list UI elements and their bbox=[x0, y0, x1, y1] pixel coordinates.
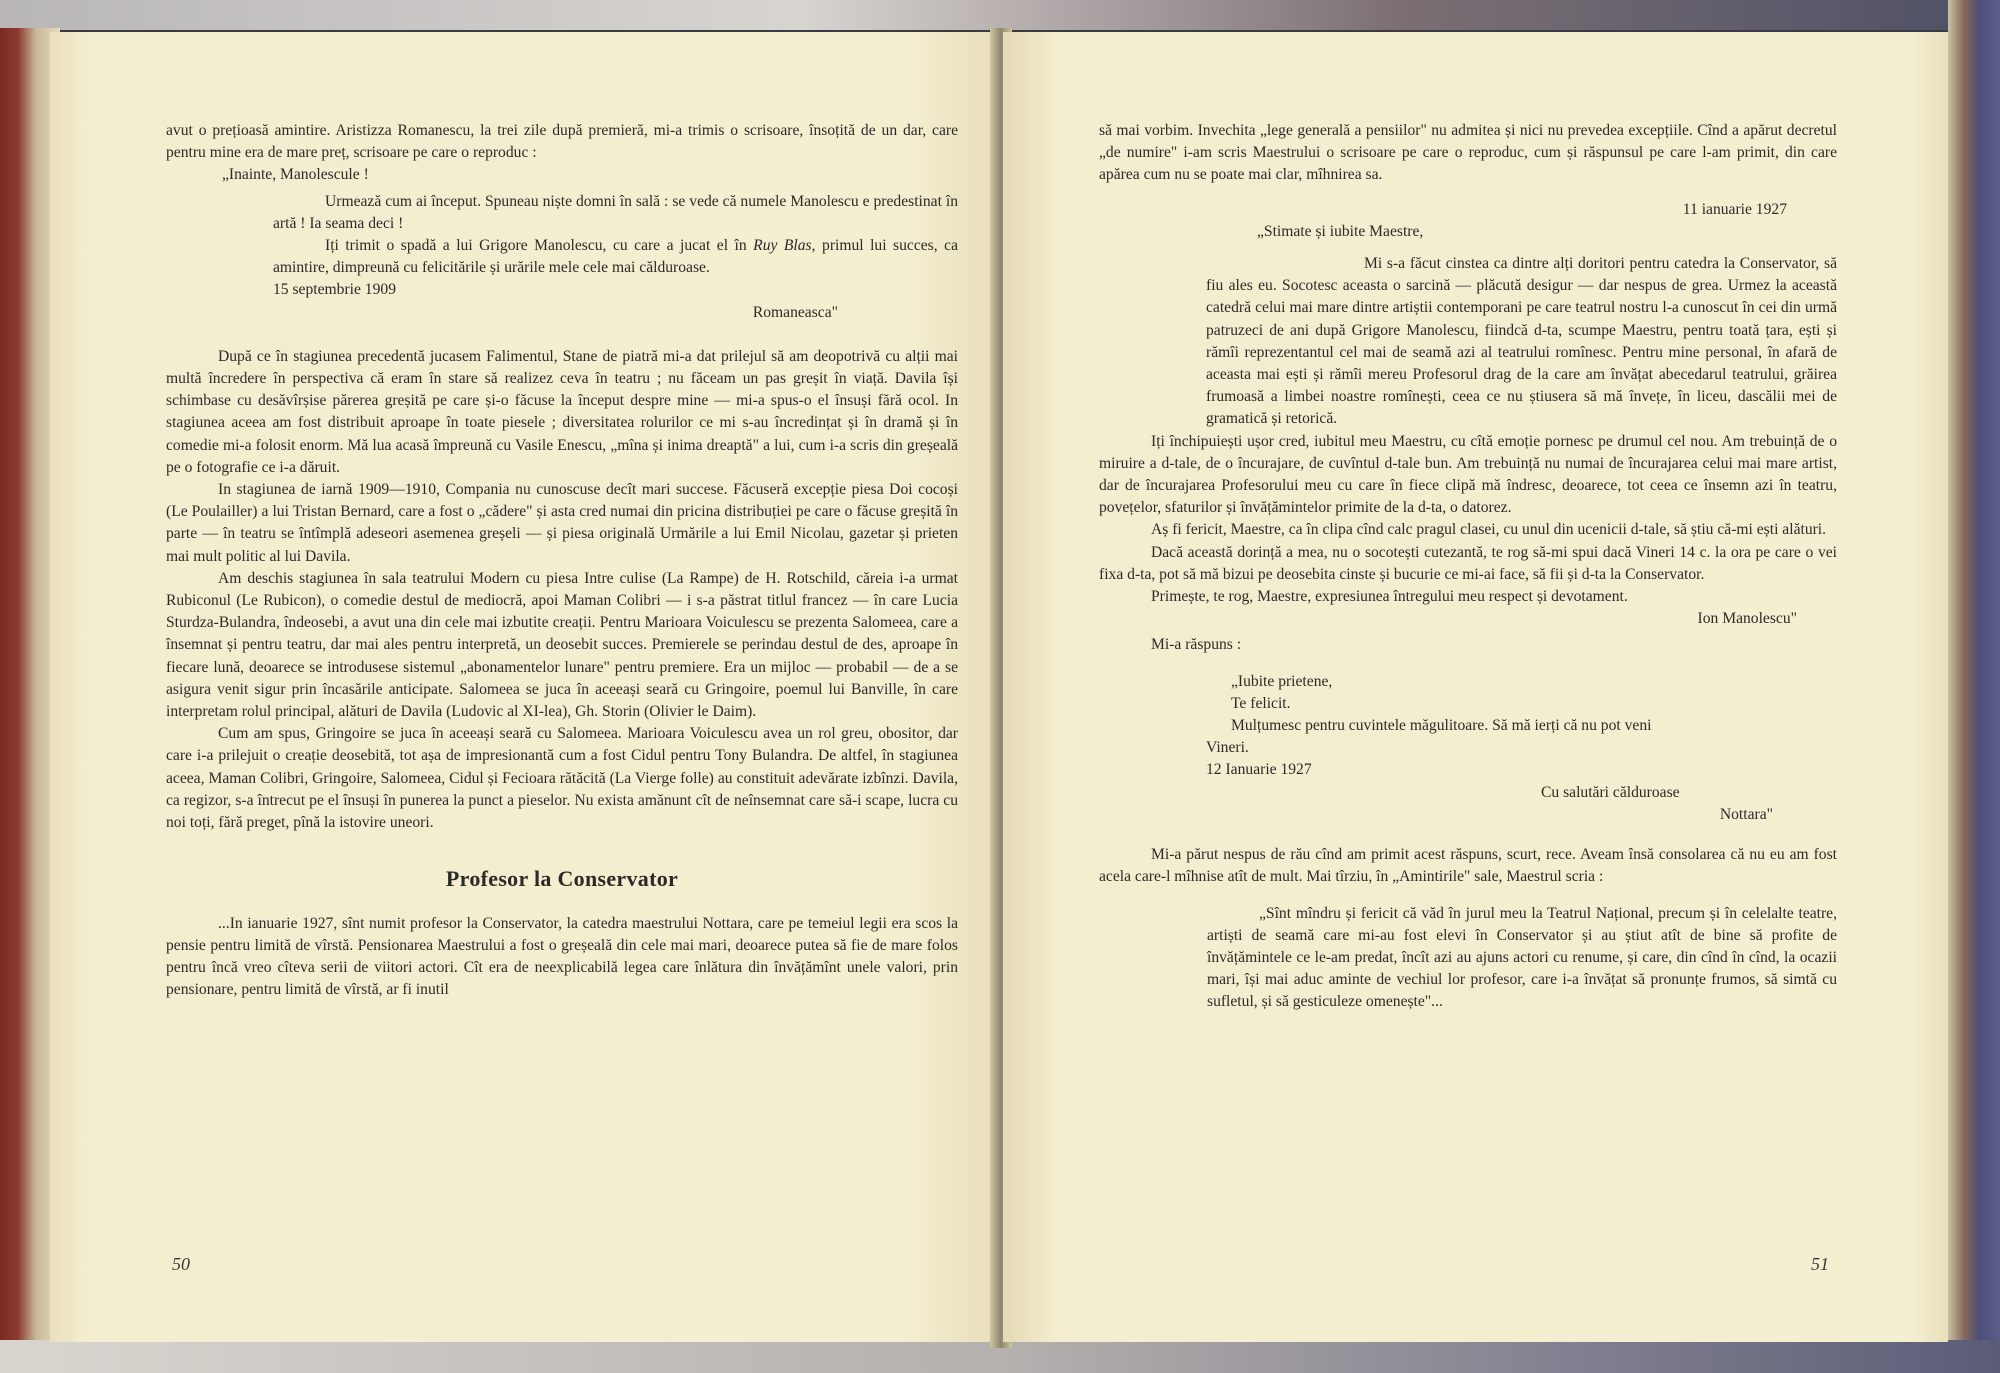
letter-body-2: Iți închipuiești ușor cred, iubitul meu Maestru, cu cîtă emoție pornesc pe drumul cel nou. Am trebuință de o miruire a d-tale, de o încurajare, de cuvîntul d-tale bun. Am trebuință nu numai de încurajarea celui mai mare artist, dar de încurajarea Profesorului meu cu care în fiece clipă mă îndresc, deoarece, tot ceea ce însemn azi în teatru, povețelor, sfaturilor și învățămintelor primite de la d-ta, o datorez. bbox=[1099, 432, 1837, 517]
paragraph-5: ...In ianuarie 1927, sînt numit profesor la Conservator, la catedra maestrului Nottara, care pe temeiul legii era scos la pensie pentru limită de vîrstă. Pensionarea Maestrului a fost o greșeală din cele mai mari, deoarece putea să fie de mare folos pentru încă vreo cîteva serii de viitori actori. Cît era de neexplicabilă legea care înlătura din învățămînt unele valori, prin pensionare, pentru limită de vîrstă, ar fi inutil bbox=[166, 914, 958, 999]
reply-line-3: Mulțumesc pentru cuvintele măgulitoare. Să mă ierți că nu pot veni bbox=[1231, 717, 1652, 735]
letter-signature-right: Ion Manolescu" bbox=[1697, 610, 1797, 628]
right-page-text bbox=[1099, 120, 1837, 1014]
letter-body-3: Aș fi fericit, Maestre, ca în clipa cînd calc pragul clasei, cu unul din ucenicii d-tale, să știu că-mi ești alături. bbox=[1151, 521, 1827, 539]
book-right-binding bbox=[1948, 0, 2000, 1373]
letter-date-right: 11 ianuarie 1927 bbox=[1682, 200, 1787, 218]
reply-line-4: Vineri. bbox=[1206, 739, 1249, 757]
letter-body-4: Dacă această dorință a mea, nu o socotești cutezantă, te rog să-mi spui dacă Vineri 14 c. la ora pe care o vei fixa d-ta, pot să mă bizui pe deosebita cinste și bucurie ce mi-ai face, să fii și d-ta la Conservator. bbox=[1099, 543, 1837, 583]
memoir-quote: „Sînt mîndru și fericit că văd în jurul meu la Teatrul Național, precum și în celelalte teatre, artiști de seamă care mi-au fost elevi în Conservator și au știut atît de bine să profite de învățămintele ce le-am predat, încît azi au ajuns actori cu renume, și care, din cînd în cînd, la ocazii mari, își mai aduc aminte de vechiul lor profesor, care i-a învățat să pronunțe frumos, să simtă cu sufletul, și să gesticuleze omenește"... bbox=[1207, 904, 1837, 1011]
section-heading: Profesor la Conservator bbox=[445, 866, 679, 892]
letter-date: 15 septembrie 1909 bbox=[273, 281, 396, 299]
right-page bbox=[1003, 32, 1948, 1342]
reply-line-1: „Iubite prietene, bbox=[1231, 672, 1333, 690]
reply-closing: Cu salutări călduroase bbox=[1541, 783, 1680, 801]
page-number-right: 51 bbox=[1811, 1254, 1829, 1274]
left-page bbox=[50, 32, 1000, 1342]
letter-open: „Inainte, Manolescule ! bbox=[222, 166, 369, 184]
paragraph-2: In stagiunea de iarnă 1909—1910, Compania nu cunoscuse decît mari succese. Făcuseră excepție piesa Doi cocoși (Le Poulailler) a lui Tristan Bernard, care a fost o „cădere" și asta cred numai din pricina distribuției pe care o făcuse greșită în parte — în teatru se întîmplă adeseori asemenea greșeli — și piesa originală Urmările a lui Emil Nicolau, gazetar și prieten mai mult politic al lui Davila. bbox=[166, 481, 958, 565]
letter-paragraph-1: Urmează cum ai început. Spuneau niște domni în sală : se vede că numele Manolescu e predestinat în artă ! Ia seama deci ! bbox=[273, 192, 958, 232]
paragraph-1: După ce în stagiunea precedentă jucasem Falimentul, Stane de piatră mi-a dat prilejul să am deopotrivă cu alții mai multă încredere în perspectiva că eram în stare să realizez ceva în teatru ; nu făceam un pas greșit în viață. Davila își schimbase cu desăvîrșise părerea greșită pe care și-o făcuse la început despre mine — mi-a spus-o el însuși fără ocol. In stagiunea aceea am fost distribuit aproape în toate piesele ; diversitatea rolurilor ce mi s-au încredințat și în dramă și în comedie mi-a folosit enorm. Mă lua acasă împreună cu Vasile Enescu, „mîna și inima dreaptă" a lui, cum i-a scris din greșeală pe o fotografie ce i-a dăruit. bbox=[166, 347, 958, 476]
page-number-left: 50 bbox=[172, 1254, 190, 1274]
reply-date: 12 Ianuarie 1927 bbox=[1206, 761, 1312, 779]
letter-salutation: „Stimate și iubite Maestre, bbox=[1257, 222, 1424, 240]
letter-body-5: Primește, te rog, Maestre, expresiunea întregului meu respect și devotament. bbox=[1151, 588, 1628, 606]
left-page-text bbox=[166, 120, 958, 1001]
book-top-edge bbox=[0, 0, 2000, 30]
letter-body-1: Mi s-a făcut cinstea ca dintre alți doritori pentru catedra la Conservator, să fiu ales eu. Socotesc aceasta o sarcină — plăcută desigur — dar nespus de grea. Urmez la această catedră celui mai mare dintre artiștii contemporani pe care teatrul nostru l-a cunoscut în cei din urmă patruzeci de ani după Grigore Manolescu, fiindcă d-ta, scumpe Maestru, pentru toată țara, ești și rămîi reprezentantul cel mai de seamă azi al teatrului romînesc. Pentru mine personal, în afară de aceasta mai ești și rămîi mereu Profesorul drag de la care am învățat abecedarul teatrului, grăirea frumoasă a limbei noastre romînești, ceea ce nu știusera să mă învețe, în liceu, dascălii mei de gramatică și retorică. bbox=[1206, 255, 1837, 428]
reply-signature: Nottara" bbox=[1719, 805, 1773, 823]
letter-paragraph-2: Iți trimit o spadă a lui Grigore Manolescu, cu care a jucat el în Ruy Blas, primul lui succes, ca amintire, dimpreună cu felicitările și urările mele cele mai călduroase. bbox=[273, 237, 958, 277]
paragraph-3: Am deschis stagiunea în sala teatrului Modern cu piesa Intre culise (La Rampe) de H. Rotschild, căreia i-a urmat Rubiconul (Le Rubicon), o comedie destul de mediocră, apoi Maman Colibri — i s-a păstrat titlul francez — în care Lucia Sturdza-Bulandra, îndeosebi, a avut una din cele mai izbutite creații. Pentru Marioara Voiculescu se prezenta Salomeea, care a însemnat și pentru teatru, dar mai ales pentru interpretă, un deosebit succes. Premierele se perindau destul de des, aproape în fiecare lună, deoarece se introdusese sistemul „abonamentelor lunare" pentru premiere. Era un mijloc — probabil — de a se asigura venit sigur prin încasările anticipate. Salomeea se juca în aceeași seară cu Gringoire, poemul lui Banville, în care interpretam rolul principal, alături de Davila (Ludovic al XI-lea), Gh. Storin (Olivier le Daim). bbox=[166, 569, 958, 721]
right-intro: să mai vorbim. Invechita „lege generală a pensiilor" nu admitea și nici nu prevedea excepțiile. Cînd a apărut decretul „de numire" i-am scris Maestrului o scrisoare pe care o reproduc, cum și răspunsul pe care l-am primit, din care apărea cum nu se poate mai clar, mîhnirea sa. bbox=[1099, 122, 1837, 184]
paragraph-4: Cum am spus, Gringoire se juca în aceeași seară cu Salomeea. Marioara Voiculescu avea un rol greu, obositor, dar care i-a prilejuit o creație deosebită, tot așa de impresionantă cum a fost Cidul pentru Tony Bulandra. De altfel, în stagiunea aceea, Maman Colibri, Gringoire, Salomeea, Cidul și Fecioara rătăcită (La Vierge folle) au constituit adevărate izbînzi. Davila, ca regizor, s-a întrecut pe el însuși în punerea la punct a pieselor. Nu exista amănunt cît de neînsemnat care să-i scape, lucra cu noi toți, fără preget, pînă la istovire uneori. bbox=[166, 725, 958, 832]
left-intro: avut o prețioasă amintire. Aristizza Romanescu, la trei zile după premieră, mi-a trimis o scrisoare, însoțită de un dar, care pentru mine era de mare preț, scrisoare pe care o reproduc : bbox=[166, 122, 958, 162]
reply-intro: Mi-a răspuns : bbox=[1151, 636, 1242, 654]
paragraph-after: Mi-a părut nespus de rău cînd am primit acest răspuns, scurt, rece. Aveam însă consolarea că nu eu am fost acela care-l mîhnise atît de mult. Mai tîrziu, în „Amintirile" sale, Maestrul scria : bbox=[1099, 846, 1837, 886]
letter-signature: Romaneasca" bbox=[752, 303, 838, 321]
reply-line-2: Te felicit. bbox=[1231, 694, 1291, 712]
